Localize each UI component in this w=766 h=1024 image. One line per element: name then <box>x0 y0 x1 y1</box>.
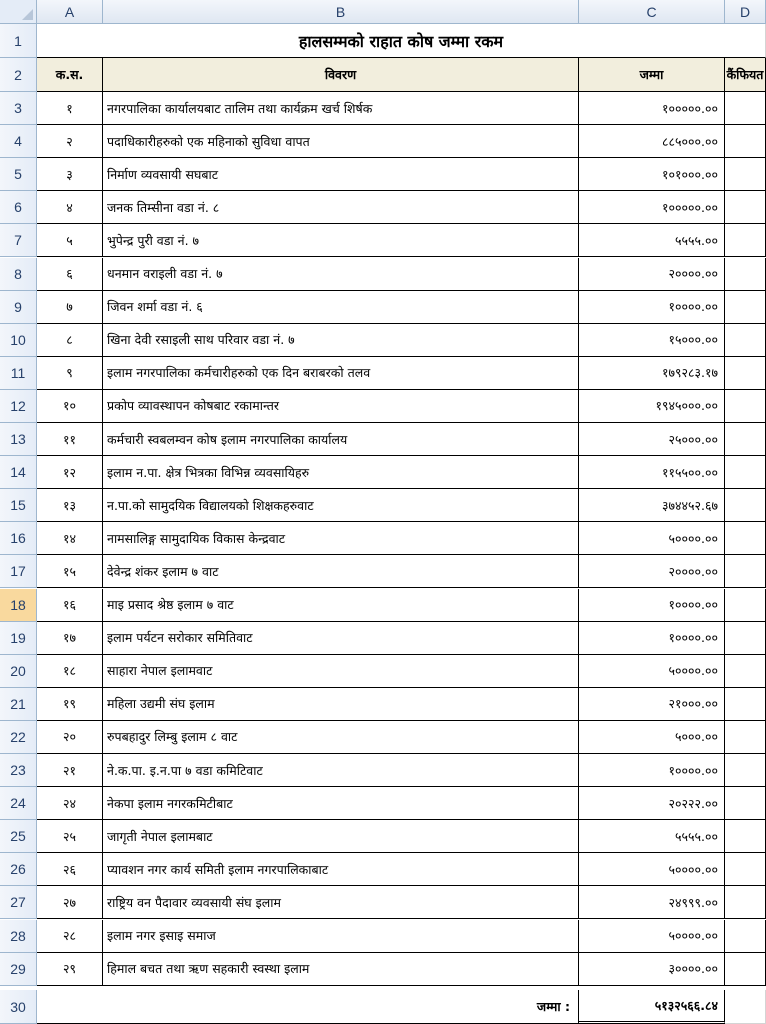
description-cell[interactable]: कर्मचारी स्वबलम्वन कोष इलाम नगरपालिका कार्यालय <box>103 423 579 456</box>
header-amount[interactable]: जम्मा <box>579 58 725 92</box>
header-sn[interactable]: क.स. <box>37 58 103 92</box>
row-header[interactable]: 18 <box>0 589 37 622</box>
remarks-cell[interactable] <box>725 754 766 787</box>
sn-cell[interactable]: ३ <box>37 158 103 191</box>
table-row <box>0 191 766 224</box>
total-label[interactable]: जम्मा : <box>103 990 579 1024</box>
table-row <box>0 655 766 688</box>
sn-cell[interactable]: १७ <box>37 622 103 655</box>
row-header[interactable]: 28 <box>0 920 37 953</box>
row-header[interactable]: 19 <box>0 622 37 655</box>
table-row <box>0 258 766 291</box>
sn-cell[interactable]: २९ <box>37 953 103 986</box>
row-header[interactable]: 9 <box>0 291 37 324</box>
table-row <box>0 853 766 886</box>
sn-cell[interactable]: १ <box>37 92 103 125</box>
remarks-cell[interactable] <box>725 324 766 357</box>
sn-cell[interactable]: १९ <box>37 688 103 721</box>
description-cell[interactable]: जनक तिम्सीना वडा नं. ८ <box>103 191 579 224</box>
description-cell[interactable]: जिवन शर्मा वडा नं. ६ <box>103 291 579 324</box>
description-cell[interactable]: नेकपा इलाम नगरकमिटीबाट <box>103 787 579 820</box>
amount-cell[interactable]: ११५५००.०० <box>579 456 725 489</box>
description-cell[interactable]: राष्ट्रिय वन पैदावार व्यवसायी संघ इलाम <box>103 886 579 919</box>
amount-cell[interactable]: ५००००.०० <box>579 522 725 555</box>
remarks-cell[interactable] <box>725 853 766 886</box>
sn-cell[interactable]: १३ <box>37 489 103 522</box>
table-header-row <box>0 58 766 92</box>
row-header[interactable]: 5 <box>0 158 37 191</box>
sn-cell[interactable]: ७ <box>37 291 103 324</box>
description-cell[interactable]: न.पा.को सामुदयिक विद्यालयको शिक्षकहरुवाट <box>103 489 579 522</box>
amount-cell[interactable]: २००००.०० <box>579 555 725 588</box>
remarks-cell[interactable] <box>725 390 766 423</box>
table-row <box>0 390 766 423</box>
row-header[interactable]: 15 <box>0 489 37 522</box>
amount-cell[interactable]: १५०००.०० <box>579 324 725 357</box>
description-cell[interactable]: महिला उद्यमी संघ इलाम <box>103 688 579 721</box>
table-row <box>0 787 766 820</box>
amount-cell[interactable]: २०२२२.०० <box>579 787 725 820</box>
row-header[interactable]: 8 <box>0 258 37 291</box>
description-cell[interactable]: प्रकोप व्यावस्थापन कोषबाट रकामान्तर <box>103 390 579 423</box>
row-header[interactable]: 27 <box>0 886 37 919</box>
sn-cell[interactable]: ४ <box>37 191 103 224</box>
sn-cell[interactable]: ११ <box>37 423 103 456</box>
description-cell[interactable]: इलाम नगर इसाइ समाज <box>103 920 579 953</box>
description-cell[interactable]: देवेन्द्र शंकर इलाम ७ वाट <box>103 555 579 588</box>
table-row <box>0 291 766 324</box>
remarks-cell[interactable] <box>725 920 766 953</box>
select-all-corner[interactable] <box>0 0 37 24</box>
sn-cell[interactable]: २ <box>37 125 103 158</box>
amount-cell[interactable]: ३७४४५२.६७ <box>579 489 725 522</box>
amount-cell[interactable]: १०००००.०० <box>579 191 725 224</box>
table-row <box>0 754 766 787</box>
description-cell[interactable]: पदाधिकारीहरुको एक महिनाको सुविधा वापत <box>103 125 579 158</box>
amount-cell[interactable]: १७९२८३.१७ <box>579 357 725 390</box>
table-row <box>0 920 766 953</box>
remarks-cell[interactable] <box>725 522 766 555</box>
remarks-cell[interactable] <box>725 291 766 324</box>
row-header[interactable]: 12 <box>0 390 37 423</box>
remarks-cell[interactable] <box>725 224 766 257</box>
row-header[interactable]: 4 <box>0 125 37 158</box>
description-cell[interactable]: माइ प्रसाद श्रेष्ठ इलाम ७ वाट <box>103 589 579 622</box>
remarks-cell[interactable] <box>725 688 766 721</box>
sheet-title[interactable]: हालसम्मको राहात कोष जम्मा रकम <box>37 24 766 58</box>
sn-cell[interactable]: ८ <box>37 324 103 357</box>
sn-cell[interactable]: २५ <box>37 820 103 853</box>
description-cell[interactable]: प्यावशन नगर कार्य समिती इलाम नगरपालिकाबाट <box>103 853 579 886</box>
row-header[interactable]: 22 <box>0 721 37 754</box>
table-row <box>0 456 766 489</box>
table-row <box>0 357 766 390</box>
row-header[interactable]: 3 <box>0 92 37 125</box>
sn-cell[interactable]: १६ <box>37 589 103 622</box>
amount-cell[interactable]: ५५५५.०० <box>579 820 725 853</box>
table-row <box>0 158 766 191</box>
row-header[interactable]: 20 <box>0 655 37 688</box>
remarks-cell[interactable] <box>725 423 766 456</box>
amount-cell[interactable]: २००००.०० <box>579 258 725 291</box>
sn-cell[interactable]: १८ <box>37 655 103 688</box>
description-cell[interactable]: नामसालिङ्ग सामुदायिक विकास केन्द्रवाट <box>103 522 579 555</box>
remarks-cell[interactable] <box>725 125 766 158</box>
sn-cell[interactable]: ६ <box>37 258 103 291</box>
amount-cell[interactable]: ५००००.०० <box>579 655 725 688</box>
amount-cell[interactable]: २१०००.०० <box>579 688 725 721</box>
remarks-cell[interactable] <box>725 721 766 754</box>
table-row <box>0 489 766 522</box>
description-cell[interactable]: खिना देवी रसाइली साथ परिवार वडा नं. ७ <box>103 324 579 357</box>
total-sn-cell[interactable] <box>37 990 103 1024</box>
sn-cell[interactable]: २७ <box>37 886 103 919</box>
description-cell[interactable]: नगरपालिका कार्यालयबाट तालिम तथा कार्यक्रम खर्च शिर्षक <box>103 92 579 125</box>
column-header-d[interactable]: D <box>725 0 766 24</box>
amount-cell[interactable]: ३००००.०० <box>579 953 725 986</box>
table-row <box>0 721 766 754</box>
column-header-a[interactable]: A <box>37 0 103 24</box>
row-header[interactable]: 17 <box>0 555 37 588</box>
row-header[interactable]: 2 <box>0 58 37 92</box>
description-cell[interactable]: इलाम पर्यटन सरोकार समितिवाट <box>103 622 579 655</box>
sn-cell[interactable]: ५ <box>37 224 103 257</box>
amount-cell[interactable]: १००००.०० <box>579 589 725 622</box>
sn-cell[interactable]: १४ <box>37 522 103 555</box>
row-header[interactable]: 23 <box>0 754 37 787</box>
row-header[interactable]: 29 <box>0 953 37 986</box>
amount-cell[interactable]: ८८५०००.०० <box>579 125 725 158</box>
table-row <box>0 324 766 357</box>
amount-cell[interactable]: ५००००.०० <box>579 853 725 886</box>
row-header[interactable]: 24 <box>0 787 37 820</box>
table-row <box>0 688 766 721</box>
remarks-cell[interactable] <box>725 886 766 919</box>
row-header[interactable]: 11 <box>0 357 37 390</box>
sn-cell[interactable]: २० <box>37 721 103 754</box>
remarks-cell[interactable] <box>725 953 766 986</box>
sn-cell[interactable]: २१ <box>37 754 103 787</box>
table-row <box>0 125 766 158</box>
amount-cell[interactable]: २४९९९.०० <box>579 886 725 919</box>
description-cell[interactable]: निर्माण व्यवसायी सघबाट <box>103 158 579 191</box>
description-cell[interactable]: ने.क.पा. इ.न.पा ७ वडा कमिटिवाट <box>103 754 579 787</box>
description-cell[interactable]: रुपबहादुर लिम्बु इलाम ८ वाट <box>103 721 579 754</box>
remarks-cell[interactable] <box>725 787 766 820</box>
row-header[interactable]: 25 <box>0 820 37 853</box>
remarks-cell[interactable] <box>725 820 766 853</box>
row-header[interactable]: 14 <box>0 456 37 489</box>
table-row <box>0 92 766 125</box>
table-row <box>0 953 766 986</box>
total-row <box>0 990 766 1024</box>
remarks-cell[interactable] <box>725 357 766 390</box>
sn-cell[interactable]: १२ <box>37 456 103 489</box>
row-header[interactable]: 16 <box>0 522 37 555</box>
column-header-bar <box>0 0 766 24</box>
remarks-cell[interactable] <box>725 589 766 622</box>
remarks-cell[interactable] <box>725 456 766 489</box>
table-row <box>0 522 766 555</box>
sn-cell[interactable]: २६ <box>37 853 103 886</box>
description-cell[interactable]: भुपेन्द्र पुरी वडा नं. ७ <box>103 224 579 257</box>
description-cell[interactable]: जागृती नेपाल इलामबाट <box>103 820 579 853</box>
remarks-cell[interactable] <box>725 622 766 655</box>
table-row <box>0 886 766 919</box>
row-header[interactable]: 6 <box>0 191 37 224</box>
sn-cell[interactable]: १५ <box>37 555 103 588</box>
row-header[interactable]: 10 <box>0 324 37 357</box>
remarks-cell[interactable] <box>725 655 766 688</box>
amount-cell[interactable]: १००००.०० <box>579 622 725 655</box>
amount-cell[interactable]: १९४५०००.०० <box>579 390 725 423</box>
row-header[interactable]: 7 <box>0 224 37 257</box>
table-row <box>0 820 766 853</box>
remarks-cell[interactable] <box>725 191 766 224</box>
column-header-b[interactable]: B <box>103 0 579 24</box>
description-cell[interactable]: धनमान वराइली वडा नं. ७ <box>103 258 579 291</box>
description-cell[interactable]: साहारा नेपाल इलामवाट <box>103 655 579 688</box>
table-row <box>0 622 766 655</box>
description-cell[interactable]: हिमाल बचत तथा ऋण सहकारी स्वस्था इलाम <box>103 953 579 986</box>
description-cell[interactable]: इलाम नगरपालिका कर्मचारीहरुको एक दिन बराबरको तलव <box>103 357 579 390</box>
remarks-cell[interactable] <box>725 158 766 191</box>
amount-cell[interactable]: १००००.०० <box>579 291 725 324</box>
table-row <box>0 224 766 257</box>
amount-cell[interactable]: ५००००.०० <box>579 920 725 953</box>
row-header[interactable]: 30 <box>0 990 37 1024</box>
row-header[interactable]: 13 <box>0 423 37 456</box>
sn-cell[interactable]: २४ <box>37 787 103 820</box>
remarks-cell[interactable] <box>725 489 766 522</box>
title-row <box>0 24 766 58</box>
total-remarks-cell[interactable] <box>725 990 766 1024</box>
header-remarks[interactable]: कैंफियत <box>725 58 766 92</box>
description-cell[interactable]: इलाम न.पा. क्षेत्र भित्रका विभिन्न व्यवसायिहरु <box>103 456 579 489</box>
sn-cell[interactable]: २८ <box>37 920 103 953</box>
column-header-c[interactable]: C <box>579 0 725 24</box>
table-row <box>0 555 766 588</box>
amount-cell[interactable]: १०००००.०० <box>579 92 725 125</box>
remarks-cell[interactable] <box>725 555 766 588</box>
sn-cell[interactable]: १० <box>37 390 103 423</box>
table-row <box>0 423 766 456</box>
remarks-cell[interactable] <box>725 92 766 125</box>
amount-cell[interactable]: १०१०००.०० <box>579 158 725 191</box>
sn-cell[interactable]: ९ <box>37 357 103 390</box>
row-header[interactable]: 1 <box>0 24 37 58</box>
amount-cell[interactable]: ५५५५.०० <box>579 224 725 257</box>
amount-cell[interactable]: २५०००.०० <box>579 423 725 456</box>
table-row <box>0 589 766 622</box>
amount-cell[interactable]: १००००.०० <box>579 754 725 787</box>
header-description[interactable]: विवरण <box>103 58 579 92</box>
remarks-cell[interactable] <box>725 258 766 291</box>
total-amount[interactable]: ५१३२५६६.८४ <box>579 990 725 1024</box>
row-header[interactable]: 26 <box>0 853 37 886</box>
row-header[interactable]: 21 <box>0 688 37 721</box>
amount-cell[interactable]: ५०००.०० <box>579 721 725 754</box>
